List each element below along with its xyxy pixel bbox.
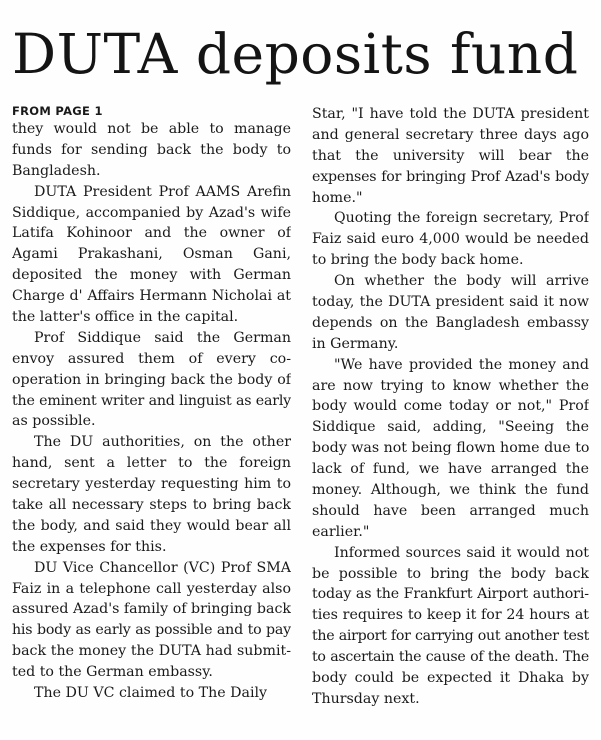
text-line: funds for sending back the body to [12, 141, 291, 158]
paragraph [312, 104, 589, 208]
paragraph [12, 683, 291, 704]
text-line: body would come today or not," Prof [312, 398, 589, 415]
text-line: money. Although, we think the fund [312, 482, 589, 499]
text-line: take all necessary steps to bring back [12, 497, 291, 514]
paragraph [12, 558, 291, 683]
text-line: expenses for bringing Prof Azad's body [312, 168, 589, 185]
text-line: DU Vice Chancellor (VC) Prof SMA [34, 559, 291, 576]
text-line: that the university will bear the [312, 147, 589, 164]
text-line: ties requires to keep it for 24 hours at [312, 607, 589, 624]
text-line: to bring the body back home. [312, 252, 524, 269]
text-line: hand, sent a letter to the foreign [12, 455, 291, 472]
right-column [312, 104, 589, 710]
text-line: should have been arranged much [312, 502, 589, 519]
text-line: the expenses for this. [12, 538, 167, 555]
text-line: the latter's office in the capital. [12, 309, 239, 326]
text-line: body could be expected it Dhaka by [312, 670, 589, 687]
text-line: as possible. [12, 413, 96, 430]
text-line: operation in bringing back the body of [12, 371, 291, 388]
paragraph [312, 271, 589, 355]
text-line: Star, "I have told the DUTA president [312, 106, 589, 122]
text-line: DUTA President Prof AAMS Arefin [34, 183, 291, 200]
paragraph [12, 182, 291, 328]
text-line: earlier." [312, 523, 370, 540]
text-line: Charge d' Affairs Hermann Nicholai at [12, 288, 291, 305]
text-line: to ascertain the cause of the death. The [312, 649, 589, 666]
text-line: are now trying to know whether the [312, 377, 589, 394]
left-column [12, 104, 291, 704]
text-line: Informed sources said it would not [334, 544, 589, 561]
jump-label: FROM PAGE 1 [12, 104, 103, 118]
right-column-body [312, 104, 589, 710]
text-line: envoy assured them of every co- [12, 350, 291, 367]
left-column-body [12, 119, 291, 704]
headline: DUTA deposits fund [12, 22, 579, 86]
text-line: On whether the body will arrive [334, 273, 589, 290]
text-line: they would not be able to manage [12, 121, 291, 137]
text-line: body was not being flown home due to [312, 440, 589, 457]
text-line: Siddique said, adding, "Seeing the [312, 419, 589, 436]
text-line: secretary yesterday requesting him to [12, 476, 291, 493]
text-line: be possible to bring the body back [312, 565, 589, 582]
text-line: deposited the money with German [12, 267, 291, 284]
text-line: The DU authorities, on the other [34, 434, 291, 451]
text-line: the body, and said they would bear all [12, 517, 291, 534]
text-line: Faiz in a telephone call yesterday also [12, 580, 291, 597]
paragraph [12, 119, 291, 182]
text-line: ted to the German embassy. [12, 664, 213, 681]
text-line: home." [312, 189, 363, 206]
text-line: his body as early as possible and to pay [12, 622, 291, 639]
text-line: "We have provided the money and [334, 356, 589, 373]
text-line: Faiz said euro 4,000 would be needed [312, 231, 589, 248]
text-line: Siddique, accompanied by Azad's wife [12, 204, 291, 221]
text-line: Prof Siddique said the German [34, 329, 291, 346]
paragraph [12, 328, 291, 432]
text-line: Latifa Kohinoor and the owner of [12, 225, 291, 242]
text-line: the airport for carrying out another test [312, 628, 589, 645]
text-line: today, the DUTA president said it now [312, 294, 589, 311]
text-line: depends on the Bangladesh embassy [312, 314, 589, 331]
text-line: Agami Prakashani, Osman Gani, [12, 246, 291, 263]
text-line: The DU VC claimed to The Daily [34, 685, 268, 702]
text-line: and general secretary three days ago [312, 126, 589, 143]
text-line: lack of fund, we have arranged the [312, 461, 589, 478]
paragraph [312, 543, 589, 710]
text-line: Bangladesh. [12, 162, 101, 179]
paragraph [312, 208, 589, 271]
text-line: Thursday next. [312, 690, 420, 707]
paragraph [12, 432, 291, 557]
text-line: the eminent writer and linguist as early [12, 392, 291, 409]
paragraph [312, 355, 589, 543]
text-line: assured Azad's family of bringing back [12, 601, 291, 618]
text-line: Quoting the foreign secretary, Prof [334, 210, 589, 227]
text-line: today as the Frankfurt Airport authori- [312, 586, 589, 603]
text-line: in Germany. [312, 335, 399, 352]
text-line: back the money the DUTA had submit- [12, 643, 291, 660]
